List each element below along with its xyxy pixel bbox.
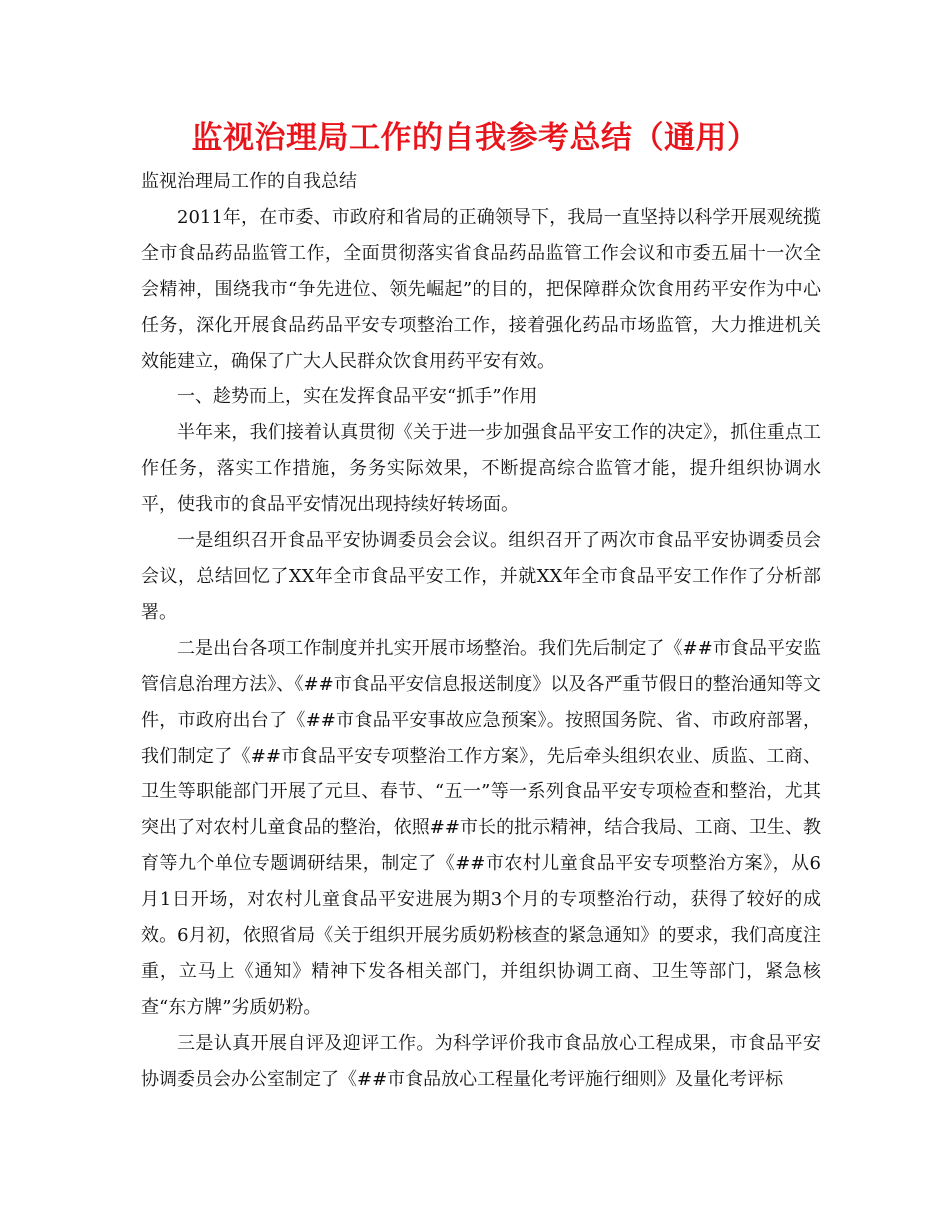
document-body (141, 164, 821, 1098)
paragraph: 半年来，我们接着认真贯彻《关于进一步加强食品平安工作的决定》，抓住重点工作任务，落实工作措施，务务实际效果，不断提高综合监管才能，提升组织协调水平，使我市的食品平安情况出现持续好转场面。 (141, 422, 821, 516)
document-subtitle: 监视治理局工作的自我总结 (141, 171, 357, 192)
paragraph: 三是认真开展自评及迎评工作。为科学评价我市食品放心工程成果，市食品平安协调委员会办公室制定了《##市食品放心工程量化考评施行细则》及量化考评标 (141, 1032, 821, 1090)
section-heading: 一、趁势而上，实在发挥食品平安“抓手”作用 (177, 386, 538, 408)
paragraph-intro: 2011年，在市委、市政府和省局的正确领导下，我局一直坚持以科学开展观统揽全市食品药品监管工作，全面贯彻落实省食品药品监管工作会议和市委五届十一次全会精神，围绕我市“争先进位、领先崛起”的目的，把保障群众饮食用药平安作为中心任务，深化开展食品药品平安专项整治工作，接着强化药品市场监管，大力推进机关效能建立，确保了广大人民群众饮食用药平安有效。 (141, 206, 821, 372)
page-title: 监视治理局工作的自我参考总结（通用） (191, 120, 759, 156)
paragraph: 一是组织召开食品平安协调委员会会议。组织召开了两次市食品平安协调委员会会议，总结回忆了XX年全市食品平安工作，并就XX年全市食品平安工作作了分析部署。 (141, 530, 821, 623)
paragraph: 二是出台各项工作制度并扎实开展市场整治。我们先后制定了《##市食品平安监管信息治理方法》、《##市食品平安信息报送制度》以及各严重节假日的整治通知等文件，市政府出台了《##市食品平安事故应急预案》。按照国务院、省、市政府部署，我们制定了《##市食品平安专项整治工作方案》，先后牵头组织农业、质监、工商、卫生等职能部门开展了元旦、春节、“五一”等一系列食品平安专项检查和整治，尤其突出了对农村儿童食品的整治，依照##市长的批示精神，结合我局、工商、卫生、教育等九个单位专题调研结果，制定了《##市农村儿童食品平安专项整治方案》，从6月1日开场，对农村儿童食品平安进展为期3个月的专项整治行动，获得了较好的成效。6月初，依照省局《关于组织开展劣质奶粉核查的紧急通知》的要求，我们高度注重，立马上《通知》精神下发各相关部门，并组织协调工商、卫生等部门，紧急核查“东方牌”劣质奶粉。 (141, 637, 821, 1018)
